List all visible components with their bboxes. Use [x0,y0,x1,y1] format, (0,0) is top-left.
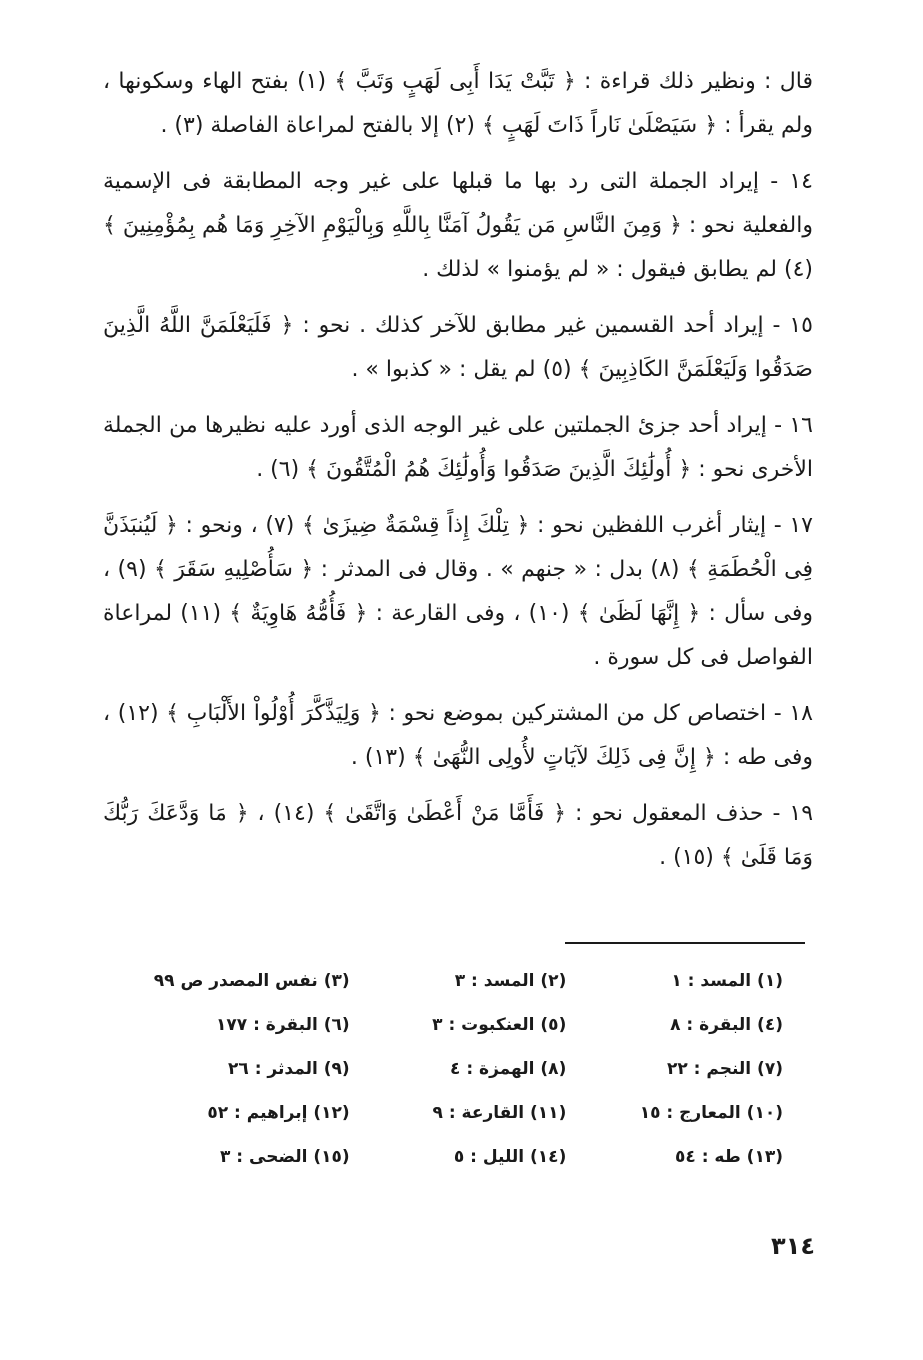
footnote-3: (٣) نفس المصدر ص ٩٩ [153,971,350,991]
paragraph-15: ١٥ - إيراد أحد القسمين غير مطابق للآخر كذلك . نحو : ﴿ فَلَيَعْلَمَنَّ اللَّهُ الَّذِينَ صَدَقُوا وَلَيَعْلَمَنَّ الكَاذِبِينَ ﴾ (٥) لم يقل : « كذبوا » . [103,313,813,382]
footnote-11: (١١) القارعة : ٩ [432,1103,567,1123]
footnote-2: (٢) المسد : ٣ [454,971,567,991]
footnote-5: (٥) العنكبوت : ٣ [432,1015,567,1035]
footnote-14: (١٤) الليل : ٥ [453,1147,567,1167]
footnote-1: (١) المسد : ١ [671,971,783,991]
footnote-12: (١٢) إبراهيم : ٥٢ [207,1103,350,1123]
main-text [103,60,813,892]
footnote-10: (١٠) المعارج : ١٥ [639,1103,783,1123]
footnote-9: (٩) المدثر : ٢٦ [228,1059,350,1079]
footnote-8: (٨) الهمزة : ٤ [450,1059,567,1079]
footnote-6: (٦) البقرة : ١٧٧ [216,1015,350,1035]
page-number: ٣١٤ [771,1232,815,1260]
footnote-13: (١٣) طه : ٥٤ [675,1147,783,1167]
footnote-4: (٤) البقرة : ٨ [670,1015,783,1035]
paragraph-intro: قال : ونظير ذلك قراءة : ﴿ تَبَّتْ يَدَا أَبِى لَهَبٍ وَتَبَّ ﴾ (١) بفتح الهاء وسكونها ، ولم يقرأ : ﴿ سَيَصْلَىٰ نَاراً ذَاتَ لَهَبٍ ﴾ (٢) إلا بالفتح لمراعاة الفاصلة (٣) . [103,69,813,138]
paragraph-18: ١٨ - اختصاص كل من المشتركين بموضع نحو : ﴿ وَلِيَذَّكَّرَ أُوْلُواْ الأَلْبَابِ ﴾ (١٢) ، وفى طه : ﴿ إِنَّ فِى ذَلِكَ لآيَاتٍ لأُولِى النُّهَىٰ ﴾ (١٣) . [103,701,813,770]
paragraph-14: ١٤ - إيراد الجملة التى رد بها ما قبلها على غير وجه المطابقة فى الإسمية والفعلية نحو : ﴿ وَمِنَ النَّاسِ مَن يَقُولُ آمَنَّا بِاللَّهِ وَبِالْيَوْمِ الآخِرِ وَمَا هُم بِمُؤْمِنِينَ ﴾ (٤) لم يطابق فيقول : « لم يؤمنوا » لذلك . [103,169,813,282]
footnote-15: (١٥) الضحى : ٣ [219,1147,350,1167]
footnote-divider [565,942,805,944]
paragraph-16: ١٦ - إيراد أحد جزئ الجملتين على غير الوجه الذى أورد عليه نظيرها من الجملة الأخرى نحو : ﴿ أُولَٰئِكَ الَّذِينَ صَدَقُوا وَأُولَٰئِكَ هُمُ الْمُتَّقُونَ ﴾ (٦) . [103,413,813,482]
footnotes [133,966,783,1172]
footnote-7: (٧) النجم : ٢٢ [667,1059,783,1079]
paragraph-19: ١٩ - حذف المعقول نحو : ﴿ فَأَمَّا مَنْ أَعْطَىٰ وَاتَّقَىٰ ﴾ (١٤) ، ﴿ مَا وَدَّعَكَ رَبُّكَ وَمَا قَلَىٰ ﴾ (١٥) . [103,801,814,870]
paragraph-17: ١٧ - إيثار أغرب اللفظين نحو : ﴿ تِلْكَ إِذاً قِسْمَةٌ ضِيزَىٰ ﴾ (٧) ، ونحو : ﴿ لَيُنبَذَنَّ فِى الْحُطَمَةِ ﴾ (٨) بدل : « جنهم » . وقال فى المدثر : ﴿ سَأُصْلِيهِ سَقَرَ ﴾ (٩) ، وفى سأل : ﴿ إِنَّهَا لَظَىٰ ﴾ (١٠) ، وفى القارعة : ﴿ فَأُمُّهُ هَاوِيَةٌ ﴾ (١١) لمراعاة الفواصل فى كل سورة . [103,513,814,670]
